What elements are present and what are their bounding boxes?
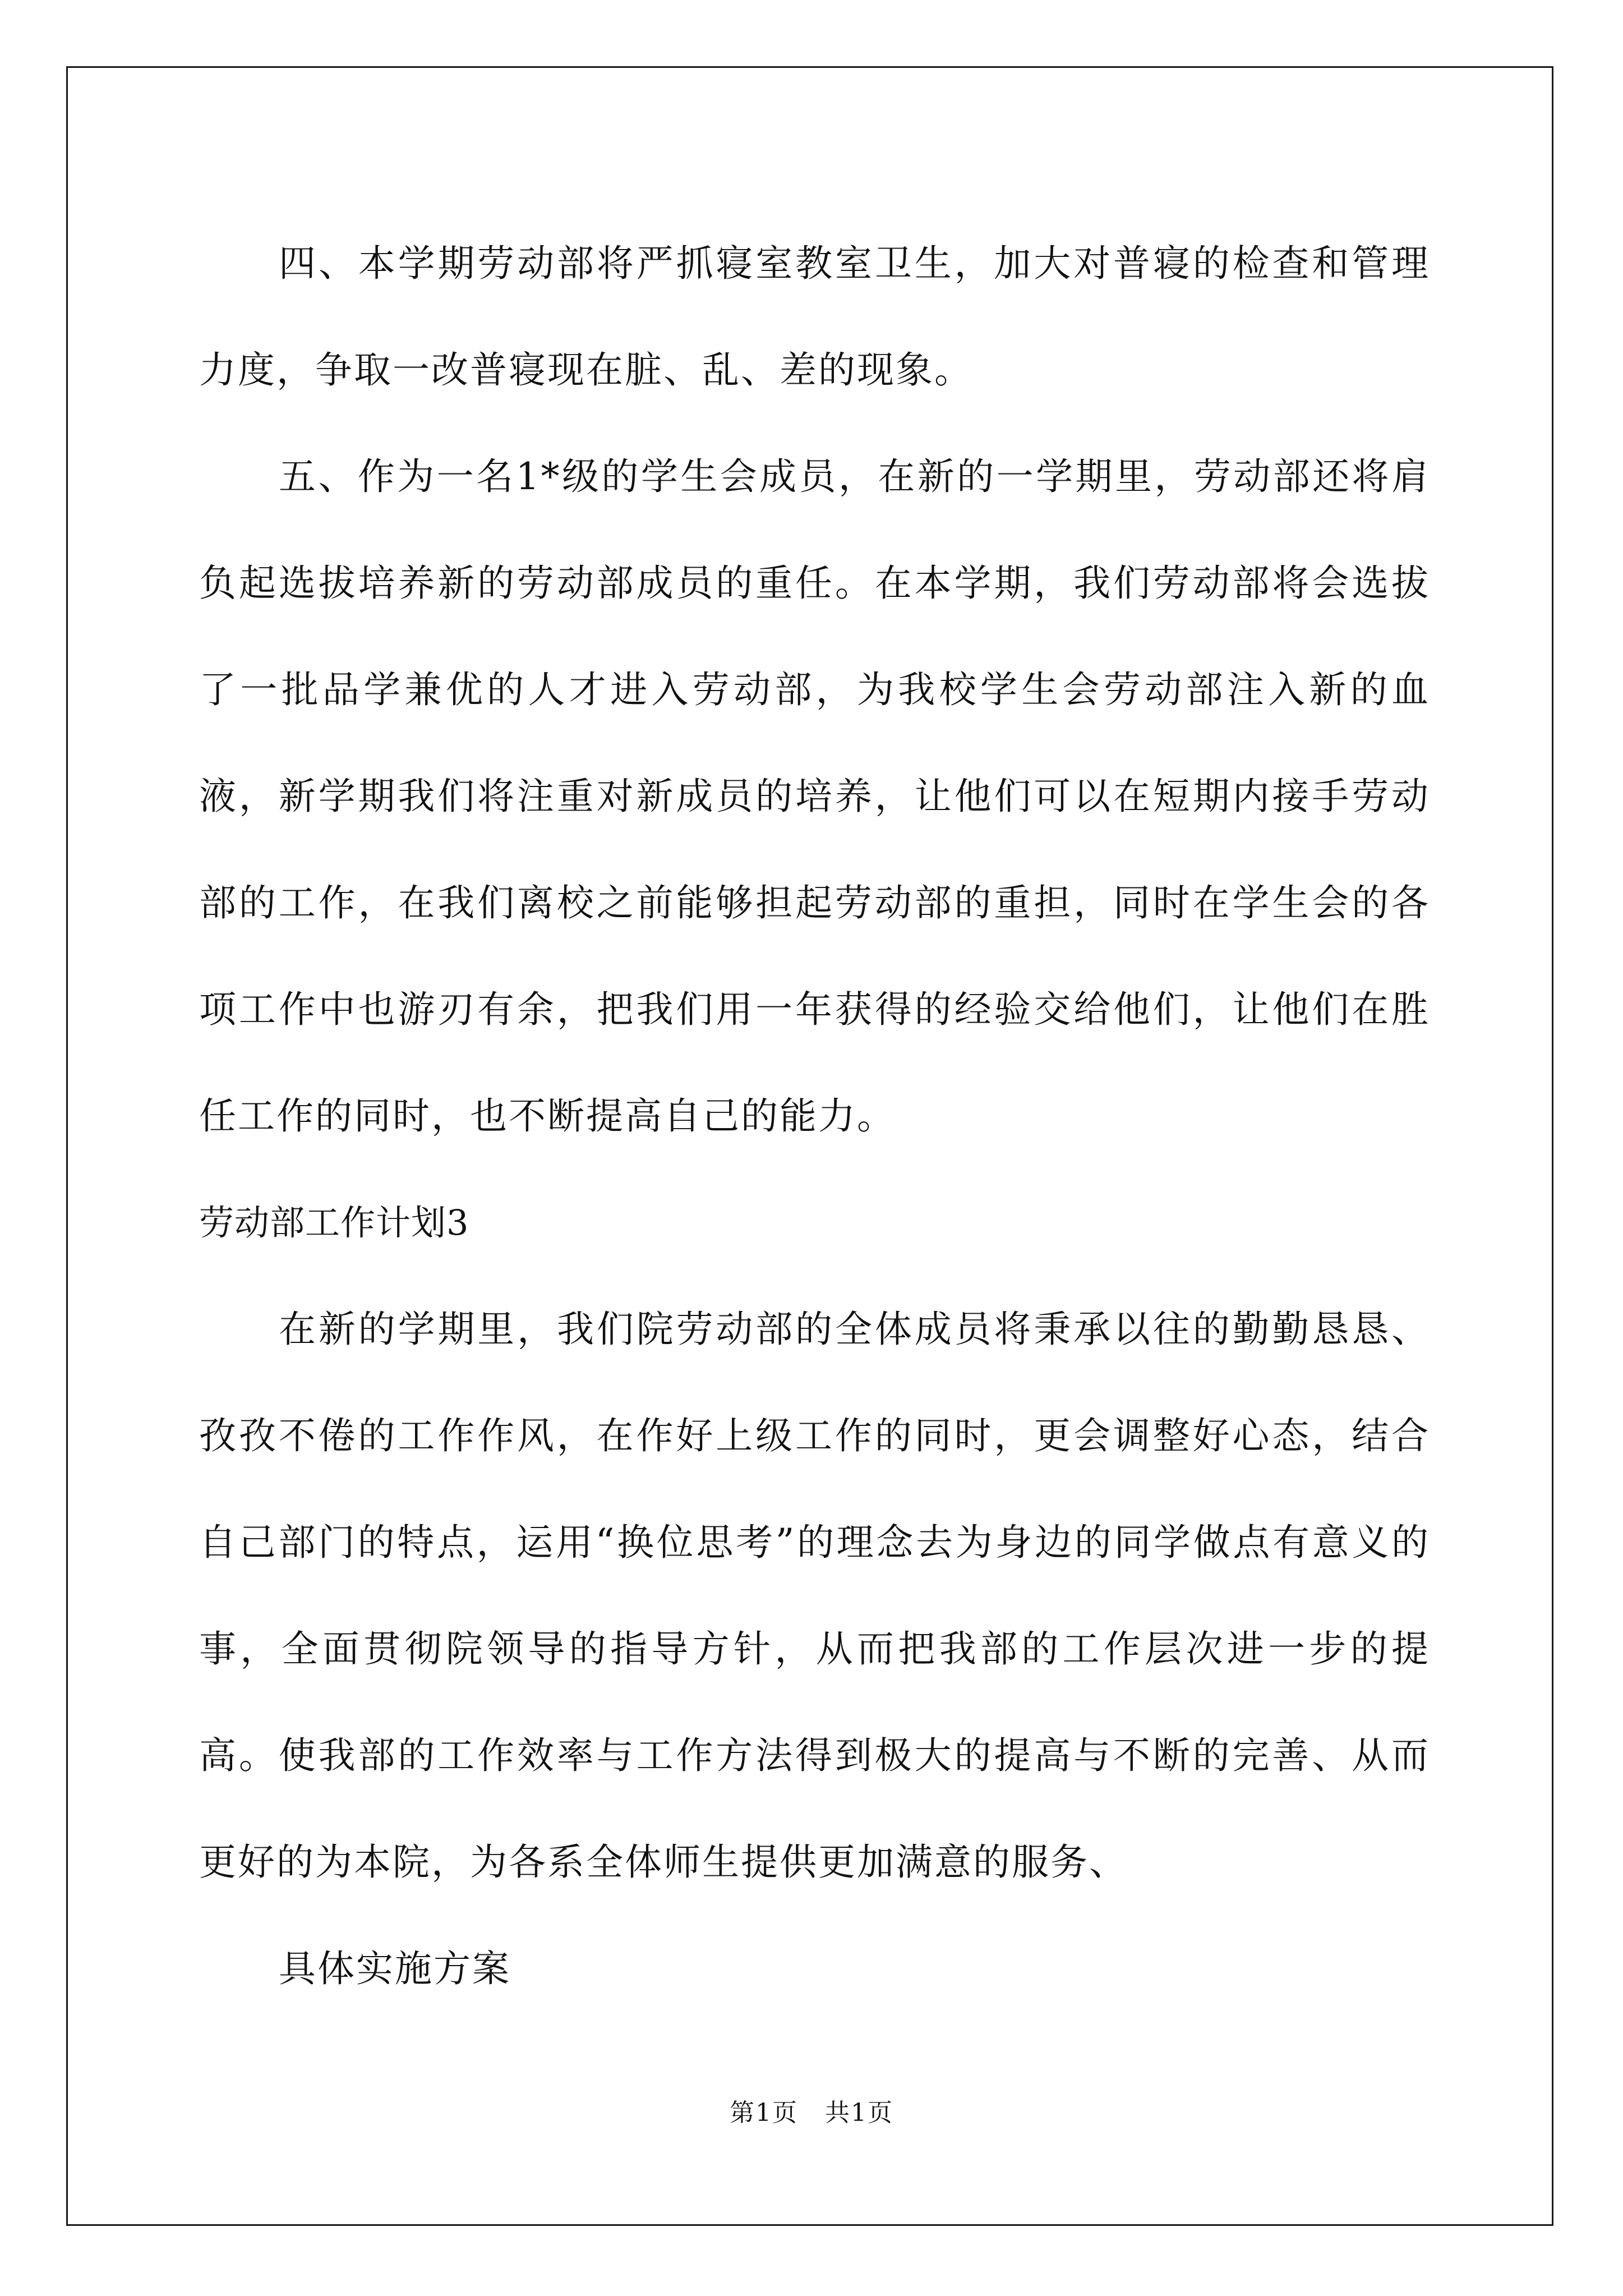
page-number: 第1页	[730, 2099, 799, 2127]
paragraph-plan-title: 具体实施方案	[279, 1947, 511, 1990]
page-total: 共1页	[824, 2099, 893, 2127]
paragraph-four: 四、本学期劳动部将严抓寝室教室卫生，加大对普寝的检查和管理力度，争取一改普寝现在脏、乱、差的现象。	[199, 242, 1430, 392]
section-heading: 劳动部工作计划3	[199, 1202, 469, 1243]
document-body	[199, 210, 1430, 2022]
page-footer	[0, 2092, 1623, 2128]
paragraph-intro: 在新的学期里，我们院劳动部的全体成员将秉承以往的勤勤恳恳、孜孜不倦的工作作风，在作好上级工作的同时，更会调整好心态，结合自己部门的特点，运用“换位思考”的理念去为身边的同学做点有意义的事，全面贯彻院领导的指导方针，从而把我部的工作层次进一步的提高。使我部的工作效率与工作方法得到极大的提高与不断的完善、从而更好的为本院，为各系全体师生提供更加满意的服务、	[199, 1308, 1431, 1884]
paragraph-five: 五、作为一名1*级的学生会成员，在新的一学期里，劳动部还将肩负起选拔培养新的劳动部成员的重任。在本学期，我们劳动部将会选拔了一批品学兼优的人才进入劳动部，为我校学生会劳动部注入新的血液，新学期我们将注重对新成员的培养，让他们可以在短期内接手劳动部的工作，在我们离校之前能够担起劳动部的重担，同时在学生会的各项工作中也游刃有余，把我们用一年获得的经验交给他们，让他们在胜任工作的同时，也不断提高自己的能力。	[199, 455, 1431, 1138]
